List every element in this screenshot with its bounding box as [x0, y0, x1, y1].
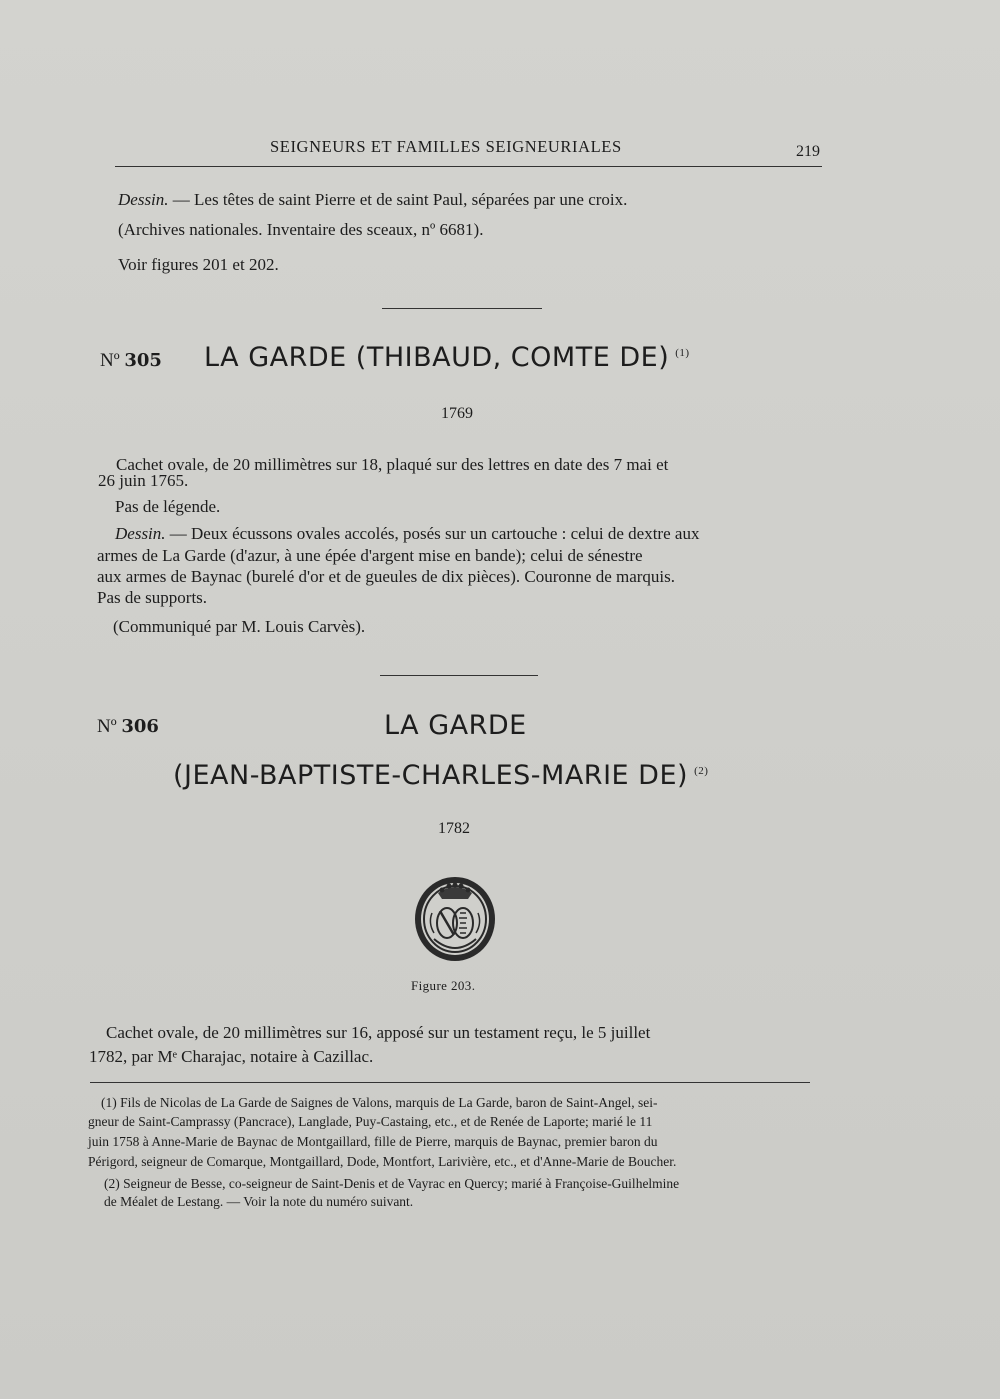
dessin-label: Dessin. — [115, 524, 166, 543]
running-title: SEIGNEURS ET FAMILLES SEIGNEURIALES — [270, 137, 622, 156]
number-prefix: Nº — [100, 350, 120, 371]
entry-306-title-line2 — [173, 760, 708, 791]
page-number: 219 — [796, 143, 820, 160]
dessin-line: Pas de supports. — [97, 588, 208, 607]
section-divider — [380, 675, 538, 676]
footnote-1-line: (1) Fils de Nicolas de La Garde de Saignes de Valons, marquis de La Garde, baron de Saint-Angel, sei- — [101, 1095, 658, 1110]
description-line: 26 juin 1765. — [98, 471, 189, 490]
seal-illustration — [414, 873, 496, 963]
communicated-line: (Communiqué par M. Louis Carvès). — [113, 617, 366, 636]
footnote-2-line: (2) Seigneur de Besse, co-seigneur de Saint-Denis et de Vayrac en Quercy; marié à Françoise-Guilhelmine — [104, 1176, 680, 1191]
entry-305-date: 1769 — [441, 405, 473, 422]
dessin-text: — Les têtes de saint Pierre et de saint Paul, séparées par une croix. — [172, 190, 628, 209]
description-line: Cachet ovale, de 20 millimètres sur 18, plaqué sur des lettres en date des 7 mai et — [116, 455, 669, 474]
section-divider — [382, 308, 542, 309]
number-prefix: Nº — [97, 716, 117, 737]
legend-line: Pas de légende. — [115, 497, 221, 516]
header-rule — [115, 166, 822, 167]
footnote-1-line: Périgord, seigneur de Comarque, Montgaillard, Dode, Montfort, Larivière, etc., et d'Anne-Marie de Boucher. — [88, 1154, 677, 1169]
dessin-line: aux armes de Baynac (burelé d'or et de gueules de dix pièces). Couronne de marquis. — [97, 567, 676, 586]
footnote-1-line: gneur de Saint-Camprassy (Pancrace), Langlade, Puy-Castaing, etc., et de Renée de Laporte; marié le 11 — [88, 1114, 653, 1129]
number-value: 306 — [121, 716, 159, 737]
number-value: 305 — [124, 350, 162, 371]
entry-306-number — [97, 716, 159, 738]
entry-305-title — [204, 342, 690, 373]
entry-title-text: (JEAN-BAPTISTE-CHARLES-MARIE DE) — [173, 760, 689, 791]
dessin-line: armes de La Garde (d'azur, à une épée d'argent mise en bande); celui de sénestre — [97, 546, 643, 565]
dessin-label: Dessin. — [118, 190, 169, 209]
description-line: Cachet ovale, de 20 millimètres sur 16, apposé sur un testament reçu, le 5 juillet — [106, 1023, 651, 1042]
previous-dessin-line — [118, 191, 627, 208]
figures-reference: Voir figures 201 et 202. — [118, 255, 279, 274]
dessin-line — [115, 525, 699, 542]
description-line: 1782, par Mᵉ Charajac, notaire à Cazillac. — [89, 1047, 374, 1066]
entry-306-date: 1782 — [438, 820, 470, 837]
dessin-text: — Deux écussons ovales accolés, posés sur un cartouche : celui de dextre aux — [169, 524, 700, 543]
entry-305-number — [100, 350, 162, 372]
entry-title-text: LA GARDE (THIBAUD, COMTE DE) — [204, 342, 670, 373]
footnote-ref-2: (2) — [694, 765, 709, 777]
entry-306-title-line1: LA GARDE — [384, 710, 527, 741]
footnote-1-line: juin 1758 à Anne-Marie de Baynac de Montgaillard, fille de Pierre, marquis de Baynac, premier baron du — [88, 1134, 658, 1149]
footnote-2-line: de Méalet de Lestang. — Voir la note du numéro suivant. — [104, 1194, 414, 1209]
footnote-ref-1: (1) — [675, 347, 690, 359]
archive-reference: (Archives nationales. Inventaire des sceaux, nº 6681). — [118, 220, 484, 239]
footnote-rule — [90, 1082, 810, 1083]
figure-caption: Figure 203. — [411, 978, 476, 993]
